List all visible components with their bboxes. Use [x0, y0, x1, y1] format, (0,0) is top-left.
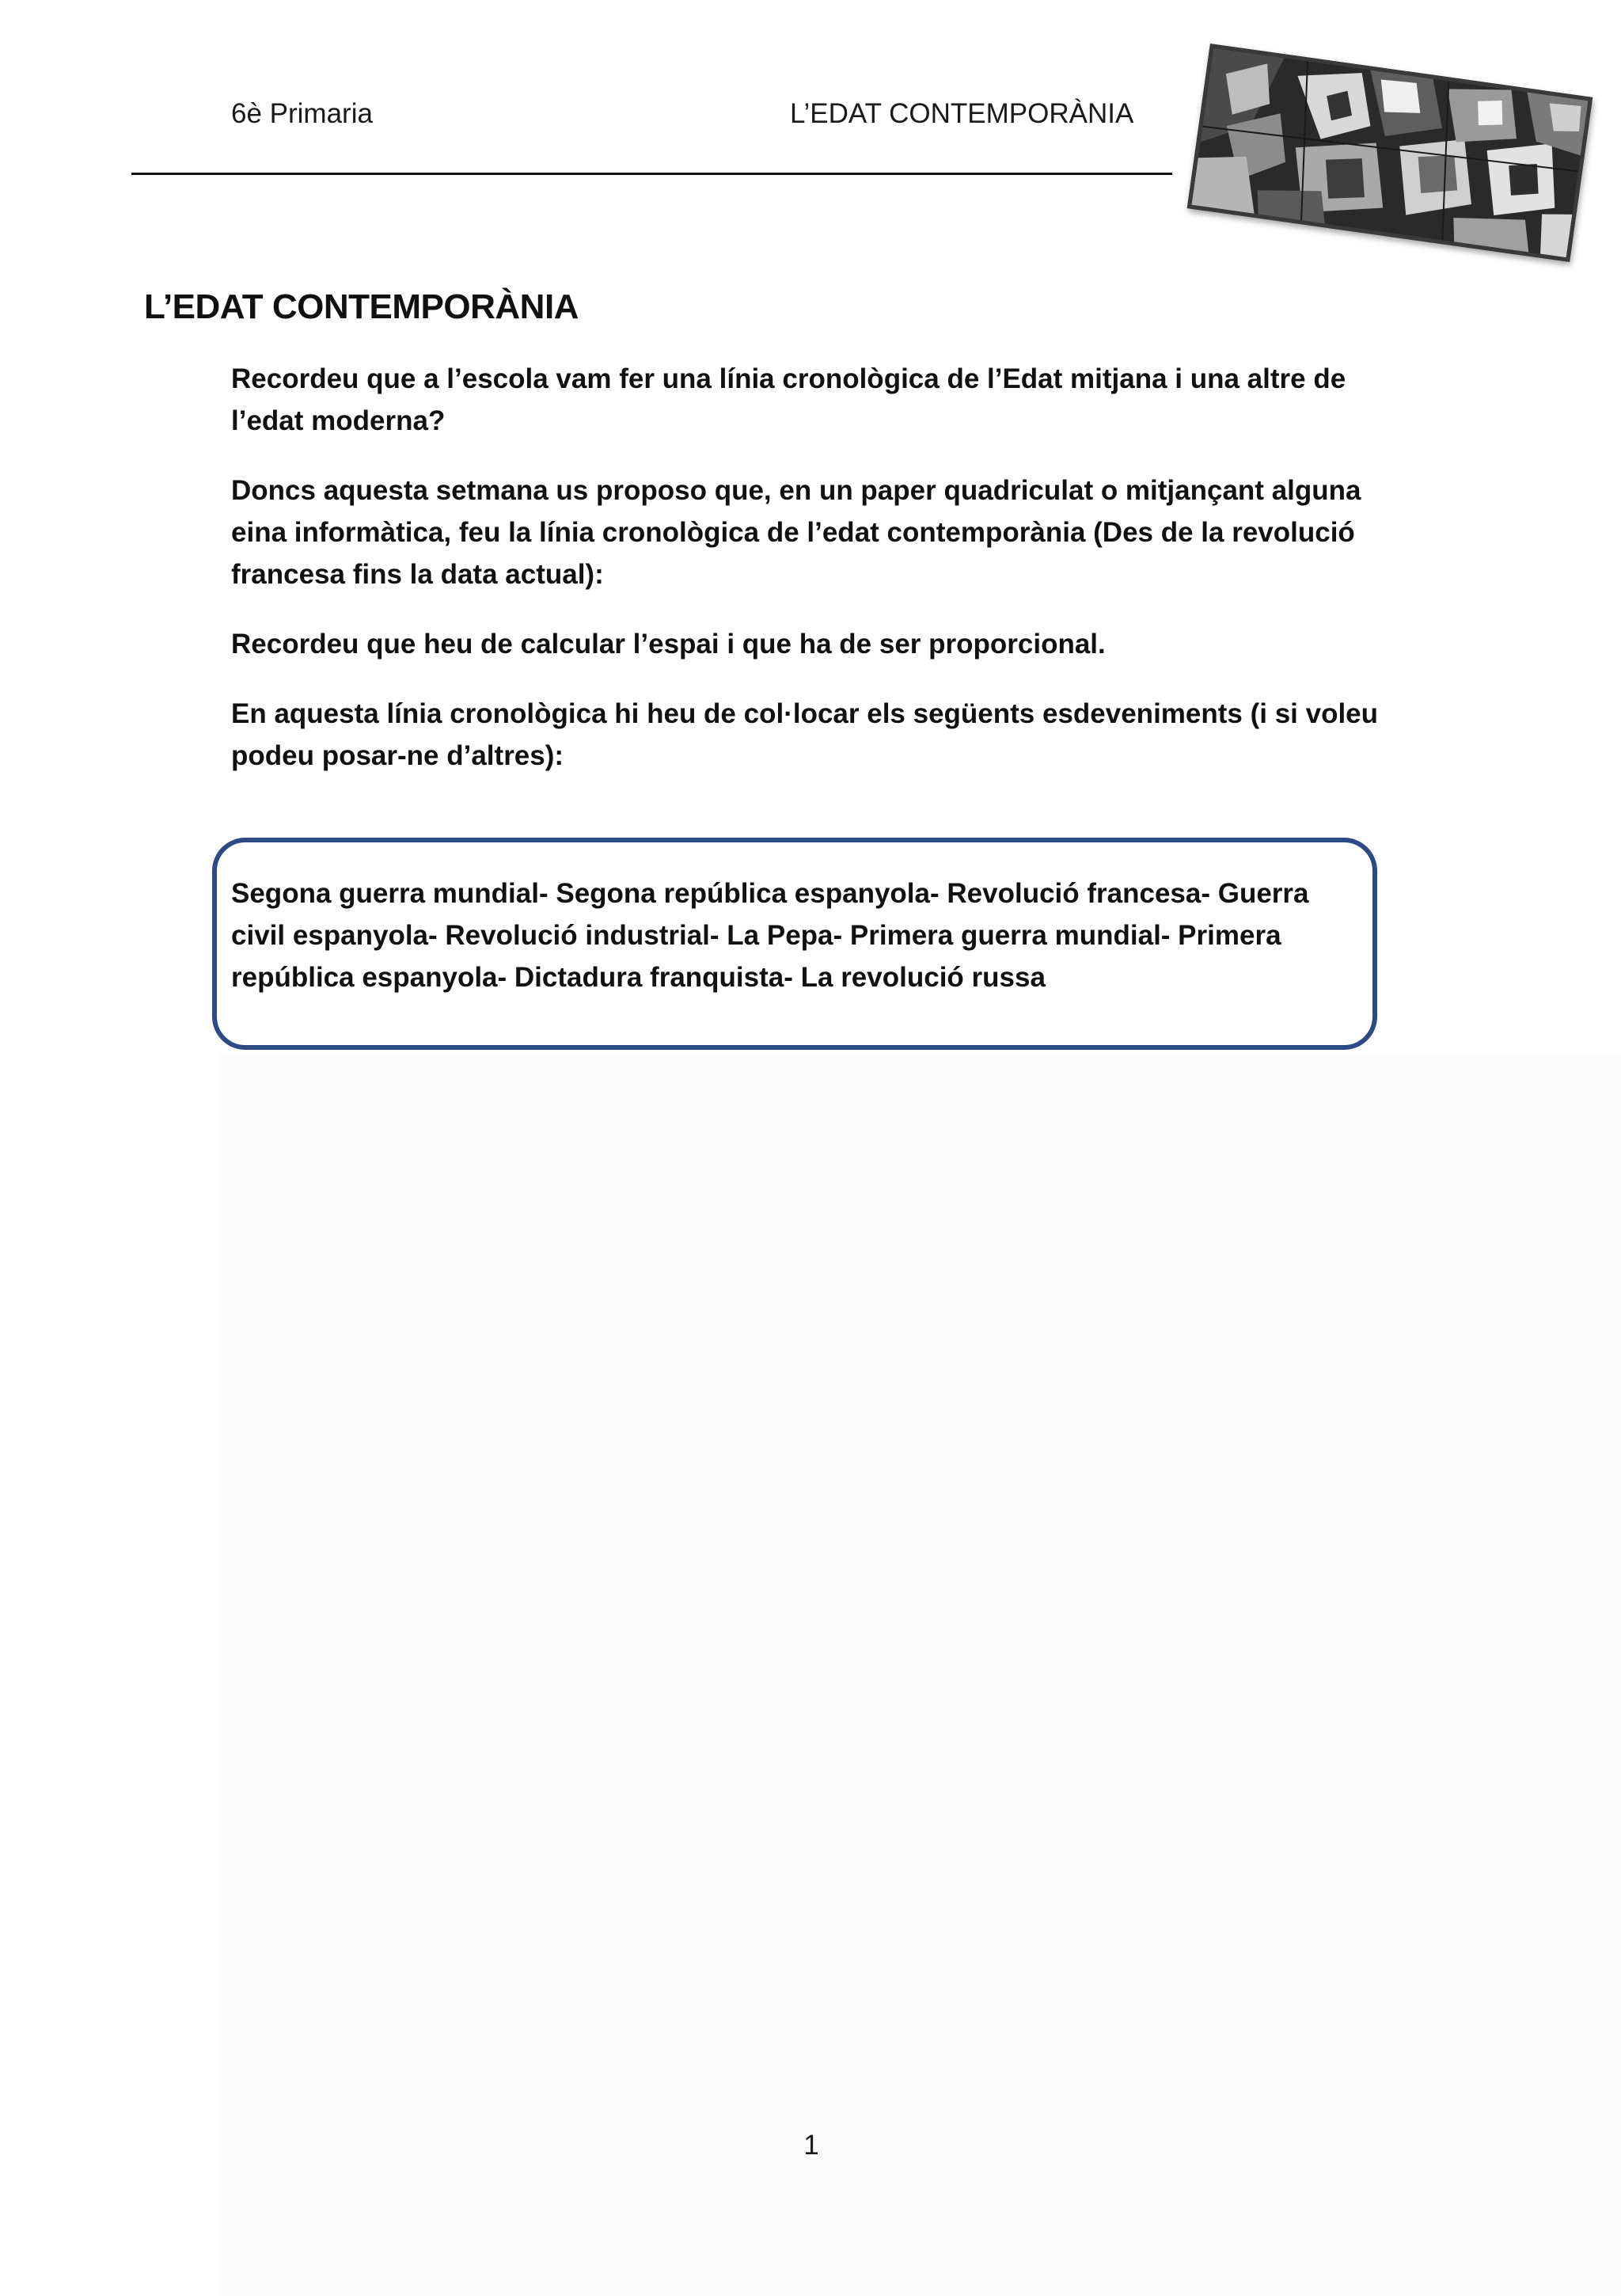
proportion-reminder-paragraph: Recordeu que heu de calcular l’espai i que ha de ser proporcional.	[231, 629, 1106, 660]
page-number: 1	[803, 2130, 819, 2161]
events-instruction-paragraph: En aquesta línia cronològica hi heu de col·locar els següents esdeveniments (i si voleu podeu posar-ne d’altres):	[231, 698, 1379, 771]
header-divider	[131, 173, 1172, 175]
events-list-text: Segona guerra mundial- Segona república espanyola- Revolució francesa- Guerra civil espanyola- Revolució industrial- La Pepa- Primera guerra mundial- Primera república espanyola- Dictadura franquista- La revolució russa	[231, 878, 1309, 993]
page-title: L’EDAT CONTEMPORÀNIA	[144, 287, 579, 326]
header-grade: 6è Primaria	[231, 98, 373, 129]
guernica-painting-icon	[1191, 48, 1588, 258]
header-topic: L’EDAT CONTEMPORÀNIA	[790, 98, 1134, 129]
instructions-paragraph: Doncs aquesta setmana us proposo que, en un paper quadriculat o mitjançant alguna eina informàtica, feu la línia cronològica de l’edat contemporània (Des de la revolució francesa fins la data actual):	[231, 475, 1361, 590]
intro-paragraph: Recordeu que a l’escola vam fer una línia cronològica de l’Edat mitjana i una altre de l’edat moderna?	[231, 363, 1346, 436]
guernica-painting-image	[1187, 44, 1593, 262]
page-shading	[218, 1053, 1621, 2296]
